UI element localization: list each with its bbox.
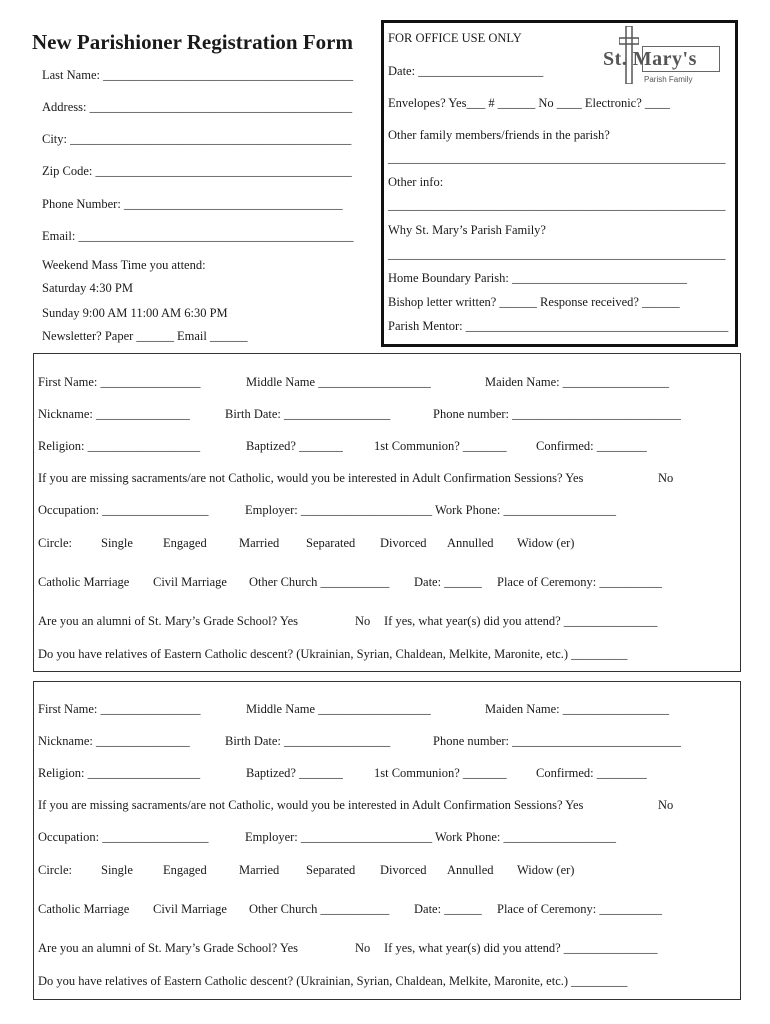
other-church-field[interactable]: Other Church ___________ (249, 902, 390, 916)
circle-divorced[interactable]: Divorced (380, 863, 427, 877)
form-title: New Parishioner Registration Form (32, 30, 353, 54)
office-other-info-label: Other info: (388, 175, 444, 189)
newsletter-field[interactable]: Newsletter? Paper ______ Email ______ (42, 329, 248, 343)
logo-subtitle: Parish Family (644, 75, 693, 84)
address-field[interactable]: Address: __________________________________________ (42, 100, 353, 114)
confirmed-field[interactable]: Confirmed: ________ (536, 439, 647, 453)
email-field[interactable]: Email: ____________________________________________ (42, 229, 354, 243)
phone-field[interactable]: Phone Number: ___________________________________ (42, 197, 343, 211)
baptized-field[interactable]: Baptized? _______ (246, 766, 343, 780)
first-name-field[interactable]: First Name: ________________ (38, 375, 201, 389)
catholic-marriage-option[interactable]: Catholic Marriage (38, 902, 130, 916)
nickname-field[interactable]: Nickname: _______________ (38, 407, 190, 421)
office-boundary-field[interactable]: Home Boundary Parish: ____________________________ (388, 271, 687, 285)
circle-divorced[interactable]: Divorced (380, 536, 427, 550)
baptized-field[interactable]: Baptized? _______ (246, 439, 343, 453)
circle-annulled[interactable]: Annulled (447, 863, 494, 877)
circle-single[interactable]: Single (101, 863, 133, 877)
office-other-family-label: Other family members/friends in the parish? (388, 128, 610, 142)
maiden-name-field[interactable]: Maiden Name: _________________ (485, 375, 670, 389)
mass-time-heading: Weekend Mass Time you attend: (42, 258, 206, 272)
mass-sunday[interactable]: Sunday 9:00 AM 11:00 AM 6:30 PM (42, 306, 228, 320)
other-church-field[interactable]: Other Church ___________ (249, 575, 390, 589)
office-envelopes-field[interactable]: Envelopes? Yes___ # ______ No ____ Electronic? ____ (388, 96, 670, 110)
circle-widow[interactable]: Widow (er) (517, 863, 575, 877)
circle-engaged[interactable]: Engaged (163, 863, 207, 877)
circle-married[interactable]: Married (239, 863, 280, 877)
mass-saturday[interactable]: Saturday 4:30 PM (42, 281, 133, 295)
city-field[interactable]: City: _____________________________________________ (42, 132, 352, 146)
alumni-question[interactable]: Are you an alumni of St. Mary’s Grade School? Yes (38, 941, 299, 955)
middle-name-field[interactable]: Middle Name __________________ (246, 375, 431, 389)
st-marys-logo (603, 26, 721, 88)
sacraments-question[interactable]: If you are missing sacraments/are not Catholic, would you be interested in Adult Confirmation Sessions? Yes (38, 798, 584, 812)
circle-label: Circle: (38, 536, 73, 550)
confirmed-field[interactable]: Confirmed: ________ (536, 766, 647, 780)
office-why-label: Why St. Mary’s Parish Family? (388, 223, 546, 237)
alumni-no-option[interactable]: No (355, 614, 371, 628)
sacraments-no-option[interactable]: No (658, 798, 674, 812)
alumni-question[interactable]: Are you an alumni of St. Mary’s Grade School? Yes (38, 614, 299, 628)
occupation-field[interactable]: Occupation: _________________ (38, 830, 209, 844)
marriage-date-field[interactable]: Date: ______ (414, 575, 482, 589)
logo-name: St. Mary's (603, 48, 697, 70)
circle-label: Circle: (38, 863, 73, 877)
marriage-date-field[interactable]: Date: ______ (414, 902, 482, 916)
sacraments-question[interactable]: If you are missing sacraments/are not Catholic, would you be interested in Adult Confirmation Sessions? Yes (38, 471, 584, 485)
circle-annulled[interactable]: Annulled (447, 536, 494, 550)
circle-engaged[interactable]: Engaged (163, 536, 207, 550)
person-phone-field[interactable]: Phone number: ___________________________ (433, 734, 681, 748)
first-name-field[interactable]: First Name: ________________ (38, 702, 201, 716)
circle-widow[interactable]: Widow (er) (517, 536, 575, 550)
middle-name-field[interactable]: Middle Name __________________ (246, 702, 431, 716)
birth-date-field[interactable]: Birth Date: _________________ (225, 734, 391, 748)
religion-field[interactable]: Religion: __________________ (38, 766, 201, 780)
occupation-field[interactable]: Occupation: _________________ (38, 503, 209, 517)
circle-married[interactable]: Married (239, 536, 280, 550)
office-line-3[interactable]: ______________________________________________________ (388, 247, 726, 261)
office-mentor-field[interactable]: Parish Mentor: __________________________________________ (388, 319, 729, 333)
office-line-2[interactable]: ______________________________________________________ (388, 198, 726, 212)
eastern-catholic-question[interactable]: Do you have relatives of Eastern Catholic descent? (Ukrainian, Syrian, Chaldean, Melkite, Maronite, etc.) _________ (38, 974, 628, 988)
religion-field[interactable]: Religion: __________________ (38, 439, 201, 453)
ceremony-place-field[interactable]: Place of Ceremony: __________ (497, 902, 662, 916)
circle-single[interactable]: Single (101, 536, 133, 550)
office-heading: FOR OFFICE USE ONLY (388, 31, 522, 45)
catholic-marriage-option[interactable]: Catholic Marriage (38, 575, 130, 589)
alumni-years-field[interactable]: If yes, what year(s) did you attend? _______________ (384, 941, 658, 955)
birth-date-field[interactable]: Birth Date: _________________ (225, 407, 391, 421)
eastern-catholic-question[interactable]: Do you have relatives of Eastern Catholic descent? (Ukrainian, Syrian, Chaldean, Melkite, Maronite, etc.) _________ (38, 647, 628, 661)
office-bishop-field[interactable]: Bishop letter written? ______ Response received? ______ (388, 295, 680, 309)
circle-separated[interactable]: Separated (306, 536, 356, 550)
nickname-field[interactable]: Nickname: _______________ (38, 734, 190, 748)
alumni-no-option[interactable]: No (355, 941, 371, 955)
employer-field[interactable]: Employer: _____________________ Work Phone: __________________ (245, 830, 616, 844)
last-name-field[interactable]: Last Name: ________________________________________ (42, 68, 354, 82)
employer-field[interactable]: Employer: _____________________ Work Phone: __________________ (245, 503, 616, 517)
maiden-name-field[interactable]: Maiden Name: _________________ (485, 702, 670, 716)
alumni-years-field[interactable]: If yes, what year(s) did you attend? _______________ (384, 614, 658, 628)
communion-field[interactable]: 1st Communion? _______ (374, 439, 507, 453)
ceremony-place-field[interactable]: Place of Ceremony: __________ (497, 575, 662, 589)
circle-separated[interactable]: Separated (306, 863, 356, 877)
civil-marriage-option[interactable]: Civil Marriage (153, 575, 227, 589)
office-line-1[interactable]: ______________________________________________________ (388, 151, 726, 165)
person-phone-field[interactable]: Phone number: ___________________________ (433, 407, 681, 421)
office-date-field[interactable]: Date: ____________________ (388, 64, 544, 78)
sacraments-no-option[interactable]: No (658, 471, 674, 485)
zip-field[interactable]: Zip Code: _________________________________________ (42, 164, 352, 178)
civil-marriage-option[interactable]: Civil Marriage (153, 902, 227, 916)
communion-field[interactable]: 1st Communion? _______ (374, 766, 507, 780)
